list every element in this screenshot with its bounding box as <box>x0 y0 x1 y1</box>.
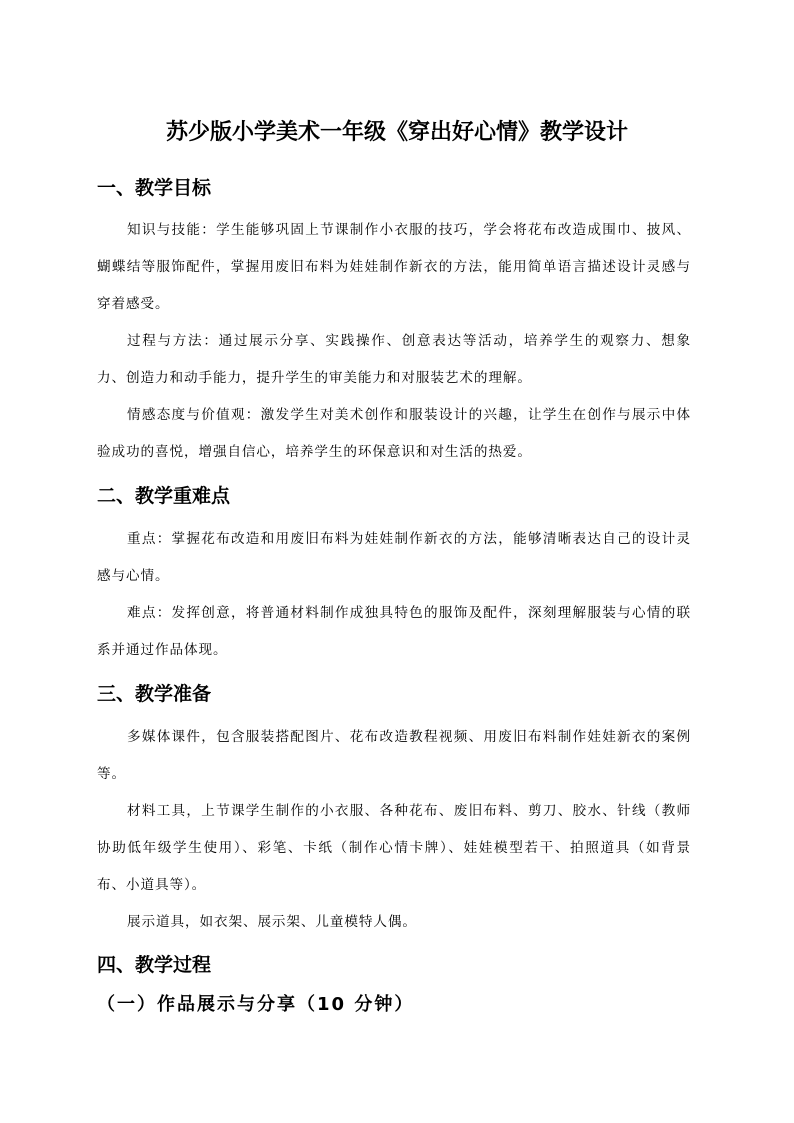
paragraph-difficulty: 难点：发挥创意，将普通材料制作成独具特色的服饰及配件，深刻理解服装与心情的联系并通过作品体现。 <box>97 605 691 658</box>
document-title: 苏少版小学美术一年级《穿出好心情》教学设计 <box>165 120 628 145</box>
paragraph-knowledge-skills: 知识与技能：学生能够巩固上节课制作小衣服的技巧，学会将花布改造成围巾、披风、蝴蝶结等服饰配件，掌握用废旧布料为娃娃制作新衣的方法，能用简单语言描述设计灵感与穿着感受。 <box>97 222 691 312</box>
paragraph-process-methods: 过程与方法：通过展示分享、实践操作、创意表达等活动，培养学生的观察力、想象力、创造力和动手能力，提升学生的审美能力和对服装艺术的理解。 <box>97 333 691 386</box>
subheading-work-display: （一）作品展示与分享（10 分钟） <box>97 994 415 1015</box>
paragraph-materials: 材料工具，上节课学生制作的小衣服、各种花布、废旧布料、剪刀、胶水、针线（教师协助低年级学生使用）、彩笔、卡纸（制作心情卡牌）、娃娃模型若干、拍照道具（如背景布、小道具等）。 <box>97 803 691 893</box>
paragraph-key-point: 重点：掌握花布改造和用废旧布料为娃娃制作新衣的方法，能够清晰表达自己的设计灵感与心情。 <box>97 531 691 584</box>
section-heading-objectives: 一、教学目标 <box>97 177 212 199</box>
paragraph-attitude-values: 情感态度与价值观：激发学生对美术创作和服装设计的兴趣，让学生在创作与展示中体验成功的喜悦，增强自信心，培养学生的环保意识和对生活的热爱。 <box>97 407 691 460</box>
section-heading-key-points: 二、教学重难点 <box>97 485 231 507</box>
section-heading-preparation: 三、教学准备 <box>97 683 212 705</box>
paragraph-display-props: 展示道具，如衣架、展示架、儿童模特人偶。 <box>127 914 417 930</box>
paragraph-multimedia: 多媒体课件，包含服装搭配图片、花布改造教程视频、用废旧布料制作娃娃新衣的案例等。 <box>97 729 691 782</box>
section-heading-process: 四、教学过程 <box>97 954 212 976</box>
